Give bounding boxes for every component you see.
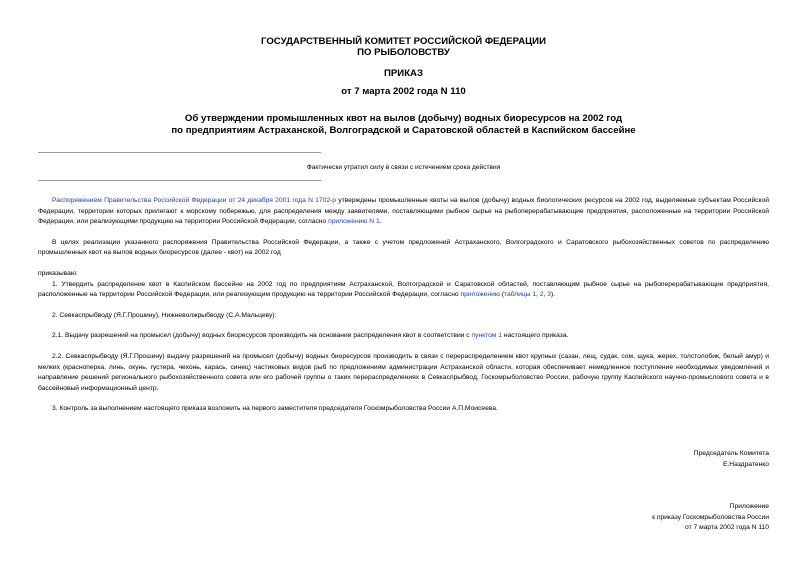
signature-block <box>469 449 769 470</box>
org-name-line2: ПО РЫБОЛОВСТВУ <box>357 47 450 58</box>
bottom-divider <box>38 180 321 181</box>
paragraph-preamble <box>38 196 769 228</box>
order-body <box>38 196 769 415</box>
doc-title-line2: по предприятиям Астраханской, Волгоградской и Саратовской областей в Каспийском бассейне <box>171 125 636 136</box>
signatory-position: Председатель Комитета <box>693 450 769 457</box>
paragraph-order-word: приказываю: <box>38 269 78 277</box>
org-name-line1: ГОСУДАРСТВЕННЫЙ КОМИТЕТ РОССИЙСКОЙ ФЕДЕРАЦИИ <box>261 36 546 47</box>
appendix-order-date: от 7 марта 2002 года N 110 <box>685 524 769 532</box>
paragraph-item-2-1 <box>38 331 769 342</box>
top-divider <box>38 152 321 153</box>
appendix-link[interactable]: приложению <box>460 291 500 299</box>
paragraph-item-2: 2. Севкаспрыбводу (Я.Г.Прошину), Нижневолжрыбводу (С.А.Мальцеву): <box>52 311 277 319</box>
appendix-block <box>469 502 769 534</box>
government-order-link[interactable]: Распоряжением Правительства Российской Федерации от 24 декабря 2001 года N 1702-р <box>52 197 336 204</box>
table-2-link[interactable]: 2 <box>539 291 544 299</box>
appendix-label: Приложение <box>729 503 769 510</box>
paragraph-item-2-2: 2.2. Севкаспрыбводу (Я.Г.Прошину) выдачу разрешений на промысел (добычу) водных биоресурсов производить в связи с перераспределением квот крупных (сазан, лещ, судак, сом, щука, жерех, толстолобик, белый амур) и мелких (красноперка, линь, окунь, густера, чехонь, карась, синец) частиковых видов рыб по предложениям администрации Астраханской области, которая обеспечивает немедленное поступление необходимых уведомлений и направление решений регионального рыбохозяйственного совета или его рабочей группы о таких перераспределениях в Севкаспрыбвод, Госкомрыболовство России, рабочую группу Каспийского научно-промыслового совета и в бассейновый информационный центр. <box>38 352 769 392</box>
paragraph-text: утверждены промышленные квоты на вылов (добычу) водных биологических ресурсов на 2002 год, выделяемые субъектам Российской Федерации, территории которых прилегают к морскому побережью, для распределения между заявителями, поставляющими рыбное сырье на рыбоперерабатывающие предприятия, расположенные на территории Российской Федерации, или реализующими продукцию на территории Российской Федерации, согласно <box>38 197 769 226</box>
paragraph-purpose: В целях реализации указанного распоряжения Правительства Российской Федерации, а также с учетом предложений Астраханского, Волгоградского и Саратовского рыбохозяйственных советов по распределению промышленных квот на вылов водных биоресурсов (далее - квот) на 2002 год <box>38 238 769 257</box>
paragraph-item-3: 3. Контроль за выполнением настоящего приказа возложить на первого заместителя председателя Госкомрыболовства России А.П.Моисеева. <box>52 405 498 413</box>
doc-type: ПРИКАЗ <box>384 68 423 79</box>
table-3-link[interactable]: 3 <box>547 291 551 299</box>
signatory-name: Е.Наздратенко <box>722 460 769 468</box>
status-note: Фактически утратил силу в связи с истечением срока действия <box>306 164 501 171</box>
appendix-1-link[interactable]: приложению N 1 <box>328 218 380 226</box>
doc-title-line1: Об утверждении промышленных квот на вылов (добычу) водных биоресурсов на 2002 год <box>184 113 623 124</box>
doc-date: от 7 марта 2002 года N 110 <box>341 86 466 97</box>
paragraph-item-1 <box>38 280 769 301</box>
paragraph-sep: , <box>536 291 540 299</box>
item-1-link[interactable]: пунктом 1 <box>471 332 503 340</box>
paragraph-sep: , <box>543 291 548 299</box>
paragraph-sep: ( <box>499 291 504 299</box>
paragraph-text: 2.1. Выдачу разрешений на промысел (добычу) водных биоресурсов производить на основании распределения квот в соответствии с <box>52 332 472 340</box>
appendix-order-ref: к приказу Госкомрыболовства России <box>652 513 769 521</box>
paragraph-text: 1. Утвердить распределение квот в Каспийском бассейне на 2002 год по предприятиям Астраханской, Волгоградской и Саратовской областей, поставляющим рыбное сырье на рыбоперерабатывающие предприятия, расположенные на территории Российской Федерации, или реализующим продукцию на территории Российской Федерации, согласно <box>38 280 769 299</box>
paragraph-end: . <box>379 218 382 226</box>
table-1-link[interactable]: таблицы 1 <box>503 291 537 299</box>
paragraph-end: ). <box>550 291 556 299</box>
paragraph-end: настоящего приказа. <box>502 332 569 340</box>
